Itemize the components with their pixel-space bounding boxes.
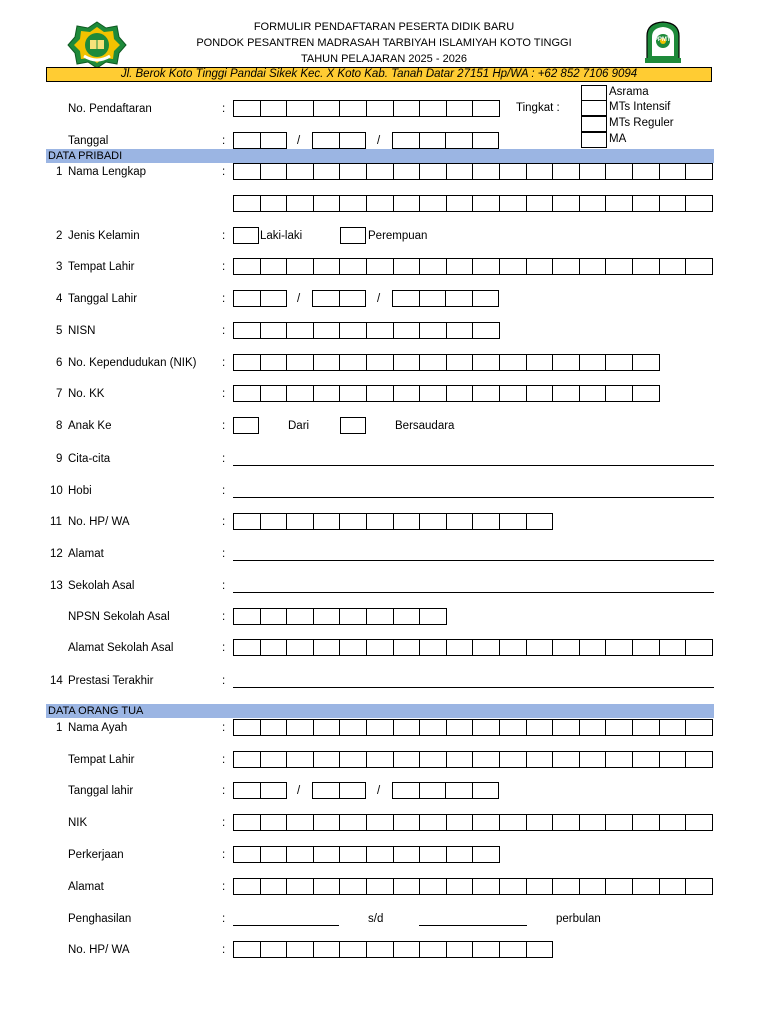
field-number: 14 — [50, 675, 63, 687]
tanggal-lahir-day-frame — [233, 782, 287, 799]
field-number: 7 — [56, 388, 63, 400]
colon: : — [222, 913, 226, 925]
date-slash: / — [297, 293, 301, 305]
colon: : — [222, 357, 226, 369]
field-label-tanggal-lahir: Tanggal Lahir — [68, 293, 138, 305]
ppmti-logo-text: PPMTI — [653, 37, 673, 43]
field-label-anak-ke: Anak Ke — [68, 420, 112, 432]
field-label-cita-cita: Cita-cita — [68, 453, 111, 465]
alamat-sekolah-asal-frame — [233, 639, 713, 656]
colon: : — [222, 785, 226, 797]
field-label-npsn-sekolah-asal: NPSN Sekolah Asal — [68, 611, 170, 623]
date-slash: / — [377, 293, 381, 305]
colon: : — [222, 135, 226, 147]
colon: : — [222, 103, 226, 115]
colon: : — [222, 849, 226, 861]
field-number: 8 — [56, 420, 63, 432]
field-number: 2 — [56, 230, 63, 242]
field-label-no-kk: No. KK — [68, 388, 105, 400]
tingkat-option-mts-reguler: MTs Reguler — [609, 117, 674, 129]
colon: : — [222, 325, 226, 337]
colon: : — [222, 293, 226, 305]
school-address: Jl. Berok Koto Tinggi Pandai Sikek Kec. X Koto Kab. Tanah Datar 27151 Hp/WA : +62 852 7106 9094 — [46, 67, 712, 82]
field-label-no-hp-wa: No. HP/ WA — [68, 944, 130, 956]
field-label-tempat-lahir: Tempat Lahir — [68, 754, 135, 766]
penghasilan-max-line[interactable] — [419, 925, 527, 926]
tanggal-lahir-month-frame — [312, 782, 366, 799]
colon: : — [222, 642, 226, 654]
tingkat-checkbox-ma[interactable] — [581, 132, 607, 148]
field-number: 11 — [50, 516, 62, 528]
school-name: PONDOK PESANTREN MADRASAH TARBIYAH ISLAMIYAH KOTO TINGGI — [196, 37, 572, 49]
prestasi-terakhir-line[interactable] — [233, 687, 714, 688]
nisn-frame — [233, 322, 500, 339]
colon: : — [222, 166, 226, 178]
colon: : — [222, 230, 226, 242]
jumlah-saudara-box[interactable] — [340, 417, 366, 434]
checkbox-perempuan[interactable] — [340, 227, 366, 244]
date-slash: / — [377, 135, 381, 147]
nama-lengkap-frame — [233, 163, 713, 180]
tingkat-option-asrama: Asrama — [609, 86, 649, 98]
field-number: 9 — [56, 453, 63, 465]
field-label-nama-lengkap: Nama Lengkap — [68, 166, 146, 178]
label-sd: s/d — [368, 913, 384, 925]
field-number: 13 — [50, 580, 63, 592]
date-slash: / — [377, 785, 381, 797]
field-number: 1 — [56, 722, 63, 734]
colon: : — [222, 881, 226, 893]
tingkat-checkbox-mts-reguler[interactable] — [581, 116, 607, 132]
colon: : — [222, 548, 226, 560]
field-label-sekolah-asal: Sekolah Asal — [68, 580, 135, 592]
tingkat-option-mts-intensif: MTs Intensif — [609, 101, 671, 113]
field-label-penghasilan: Penghasilan — [68, 913, 132, 925]
tingkat-checkbox-asrama[interactable] — [581, 85, 607, 101]
field-label-alamat: Alamat — [68, 881, 104, 893]
tingkat-label: Tingkat : — [516, 102, 560, 114]
label-dari: Dari — [288, 420, 310, 432]
no-hp-wa-frame — [233, 941, 553, 958]
field-label-perkerjaan: Perkerjaan — [68, 849, 124, 861]
checkbox-laki-laki[interactable] — [233, 227, 259, 244]
label-perbulan: perbulan — [556, 913, 601, 925]
anak-ke-box[interactable] — [233, 417, 259, 434]
field-label-tempat-lahir: Tempat Lahir — [68, 261, 135, 273]
field-number: 3 — [56, 261, 63, 273]
field-label-alamat-sekolah-asal: Alamat Sekolah Asal — [68, 642, 174, 654]
tempat-lahir-frame — [233, 258, 713, 275]
section-data-pribadi: DATA PRIBADI — [46, 149, 714, 163]
form-title: FORMULIR PENDAFTARAN PESERTA DIDIK BARU — [253, 21, 515, 33]
tanggal-month-frame — [312, 132, 366, 149]
colon: : — [222, 388, 226, 400]
tingkat-checkbox-mts-intensif[interactable] — [581, 100, 607, 116]
alamat-line[interactable] — [233, 560, 714, 561]
colon: : — [222, 580, 226, 592]
tempat-lahir-frame — [233, 751, 713, 768]
alamat-frame — [233, 878, 713, 895]
colon: : — [222, 485, 226, 497]
colon: : — [222, 675, 226, 687]
field-number: 4 — [56, 293, 63, 305]
field-label-nik: NIK — [68, 817, 88, 829]
nik-frame — [233, 814, 713, 831]
field-number: 1 — [56, 166, 63, 178]
nama-ayah-frame — [233, 719, 713, 736]
field-label-jenis-kelamin: Jenis Kelamin — [68, 230, 140, 242]
colon: : — [222, 944, 226, 956]
field-number: 6 — [56, 357, 63, 369]
field-label-nama-ayah: Nama Ayah — [68, 722, 128, 734]
field-label-tanggal: Tanggal — [68, 135, 109, 147]
field-label-no-pendaftaran: No. Pendaftaran — [68, 103, 152, 115]
tanggal-day-frame — [233, 132, 287, 149]
cita-cita-line[interactable] — [233, 465, 714, 466]
field-number: 10 — [50, 485, 63, 497]
no-pendaftaran-frame — [233, 100, 500, 117]
nama-lengkap-line2-frame — [233, 195, 713, 212]
colon: : — [222, 722, 226, 734]
colon: : — [222, 817, 226, 829]
field-label-no-kependudukan-nik: No. Kependudukan (NIK) — [68, 357, 197, 369]
npsn-sekolah-asal-frame — [233, 608, 447, 625]
no-kk-frame — [233, 385, 660, 402]
penghasilan-min-line[interactable] — [233, 925, 339, 926]
no-kependudukan-nik-frame — [233, 354, 660, 371]
label-bersaudara: Bersaudara — [395, 420, 455, 432]
colon: : — [222, 453, 226, 465]
perkerjaan-frame — [233, 846, 500, 863]
field-number: 5 — [56, 325, 63, 337]
tanggal-lahir-month-frame — [312, 290, 366, 307]
tanggal-lahir-day-frame — [233, 290, 287, 307]
field-label-nisn: NISN — [68, 325, 96, 337]
tanggal-lahir-year-frame — [392, 290, 499, 307]
field-label-no-hp-wa: No. HP/ WA — [68, 516, 130, 528]
section-data-orang-tua: DATA ORANG TUA — [46, 704, 714, 718]
field-label-prestasi-terakhir: Prestasi Terakhir — [68, 675, 154, 687]
field-number: 12 — [50, 548, 63, 560]
colon: : — [222, 420, 226, 432]
date-slash: / — [297, 135, 301, 147]
field-label-tanggal-lahir: Tanggal lahir — [68, 785, 134, 797]
tanggal-year-frame — [392, 132, 499, 149]
colon: : — [222, 754, 226, 766]
no-hp-wa-frame — [233, 513, 553, 530]
label-laki-laki: Laki-laki — [260, 230, 303, 242]
tanggal-lahir-year-frame — [392, 782, 499, 799]
tingkat-option-ma: MA — [609, 133, 627, 145]
colon: : — [222, 611, 226, 623]
field-label-alamat: Alamat — [68, 548, 104, 560]
date-slash: / — [297, 785, 301, 797]
hobi-line[interactable] — [233, 497, 714, 498]
colon: : — [222, 261, 226, 273]
label-perempuan: Perempuan — [368, 230, 428, 242]
sekolah-asal-line[interactable] — [233, 592, 714, 593]
colon: : — [222, 516, 226, 528]
field-label-hobi: Hobi — [68, 485, 92, 497]
academic-year: TAHUN PELAJARAN 2025 - 2026 — [300, 53, 468, 65]
